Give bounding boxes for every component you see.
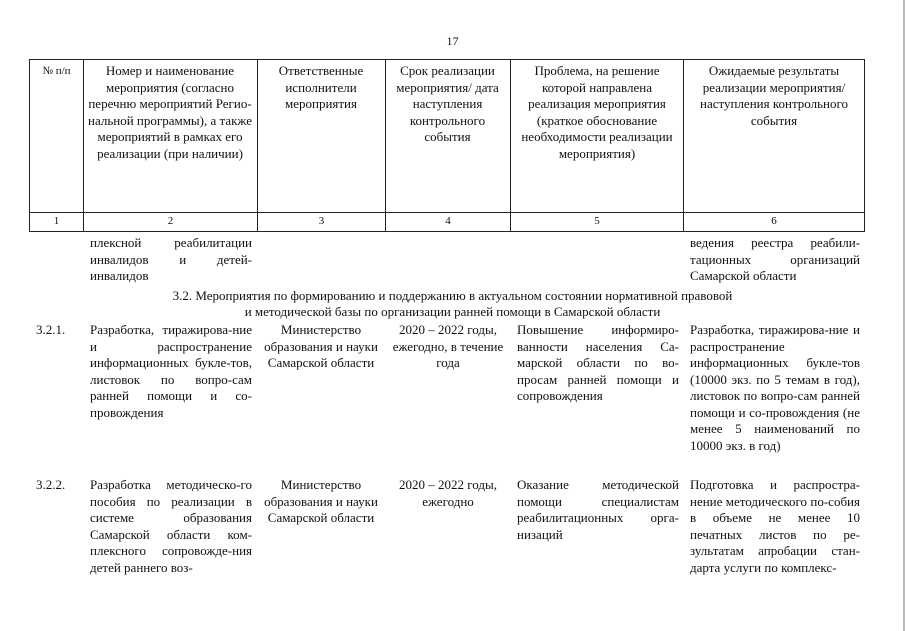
column-number-3: 3 [318,215,325,227]
table-border-right [864,59,865,232]
column-number-2: 2 [167,215,174,227]
row-problem: Оказание методической помощи специалистам реабилитационных орга-низаций [517,477,679,542]
continuation-name: плексной реабилитации инвалидов и детей-инвалидов [90,235,252,283]
col-divider-5 [683,59,684,232]
header-col-number: № п/п [42,65,71,77]
row-number: 3.2.1. [36,322,66,337]
col-divider-4 [510,59,511,232]
column-number-6: 6 [771,215,777,227]
row-executor: Министерство образования и науки Самарской области [264,322,378,370]
row-result: Подготовка и распростра-нение методического по-собия в объеме не менее 10 печатных листов по ре-зультатам апробации стан-дарта услуги по комплекс- [690,477,860,575]
row-term: 2020 – 2022 годы, ежегодно, в течение года [392,322,504,370]
row-number: 3.2.2. [36,477,66,492]
row-result: Разработка, тиражирова-ние и распространение информационных букле-тов (10000 экз. по 5 темам в год), листовок по вопро-сам ранней помощи и со-провождения (не менее 5 наименований по 10000 экз. в год) [690,322,860,453]
col-divider-2 [257,59,258,232]
row-name: Разработка методическо-го пособия по реализации в системе образования Самарской области ком-плексного сопровожде-ния детей раннего воз- [90,477,252,575]
row-term: 2020 – 2022 годы, ежегодно [399,477,497,509]
row-executor: Министерство образования и науки Самарской области [264,477,378,525]
header-col-executor: Ответственные исполнители мероприятия [278,63,364,111]
column-number-5: 5 [594,215,600,227]
table-top-border [29,59,865,60]
header-col-problem: Проблема, на решение которой направлена реализация мероприятия (краткое обоснование необходимости реализации мероприятия) [521,63,673,161]
header-col-result: Ожидаемые результаты реализации мероприятия/ наступления контрольного события [699,63,849,128]
table-border-left [29,59,30,232]
header-col-term: Срок реализации мероприятия/ дата наступления контрольного события [396,63,499,144]
column-number-1: 1 [53,215,60,227]
section-title-line-2: и методической базы по организации ранней помощи в Самарской области [244,304,661,319]
header-col-name: Номер и наименование мероприятия (согласно перечню мероприятий Регио-нальной программы), а также мероприятий в рамках его реализации (при наличии) [87,63,253,161]
page-number: 17 [446,34,459,48]
section-title-line-1: 3.2. Мероприятия по формированию и поддержанию в актуальном состоянии нормативной правовой [172,288,733,303]
continuation-result: ведения реестра реабили-тационных организаций Самарской области [690,235,860,283]
row-problem: Повышение информиро-ванности населения Са-марской области по во-просам ранней помощи и сопровождения [517,322,679,403]
column-number-4: 4 [445,215,451,227]
number-row-bottom-border [29,231,865,232]
row-name: Разработка, тиражирова-ние и распространение информационных букле-тов, листовок по вопро-сам ранней помощи и со-провождения [90,322,252,420]
col-divider-1 [83,59,84,232]
col-divider-3 [385,59,386,232]
header-bottom-border [29,212,865,213]
